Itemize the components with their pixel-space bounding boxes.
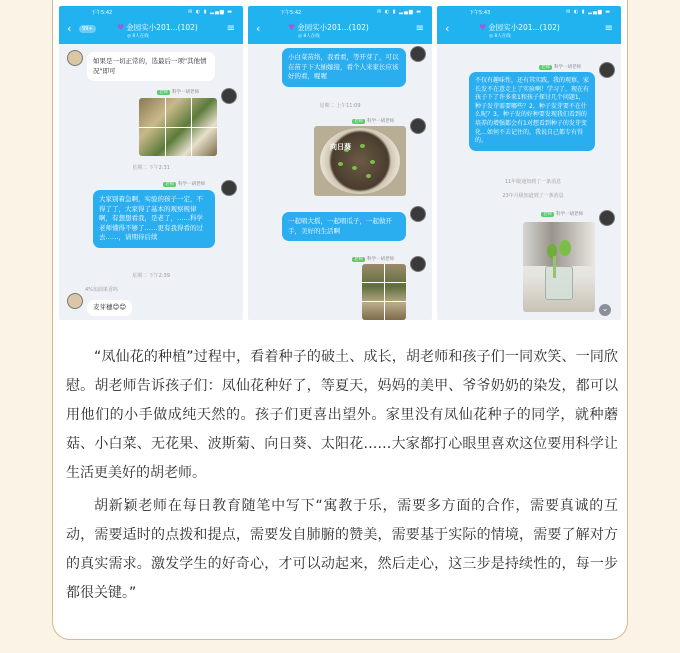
avatar[interactable]: [410, 206, 426, 222]
status-time: 下午5:42: [280, 10, 302, 16]
chat-message: 不仅有趣味性，还有其实践，我的观察，家长发不在意走上了实验啊！学习了，现在有孩子下了许多来1和孩子探讨几个问题1，种子发芽需要哪些？2，种子发芽要不在什么呢？3，种子发的好种要发现我们看到的培养的增强都会有1对想看到种子的发芽变化…如何不去记住的，我说自己都专有得的。: [469, 72, 595, 151]
chat-title: ♥ 金园实小201...(102): [479, 23, 560, 32]
status-bar: [59, 6, 243, 18]
status-icons: ✉ ◐ ▮ ▂▄▆ ▬: [377, 9, 422, 15]
chat-message: 小白菜苗络，我看看，等开芽了，可以在苗子下大插嫁接，看个人来家长应该好的看，喔喔: [282, 48, 406, 87]
avatar[interactable]: [67, 50, 83, 66]
chat-screenshot-2: [248, 6, 432, 320]
menu-icon[interactable]: ≡: [415, 23, 424, 34]
status-bar: [437, 6, 621, 18]
plant-jar-photo[interactable]: [523, 222, 595, 312]
back-icon[interactable]: ‹: [256, 22, 261, 35]
menu-icon[interactable]: ≡: [226, 23, 235, 34]
unread-badge: 99+: [79, 25, 96, 33]
join-note: 4%加油果香吗: [85, 287, 118, 293]
timestamp: 星期二 下午2:39: [132, 273, 170, 279]
chat-header: [59, 18, 243, 44]
online-count: ◎ 8人在线: [127, 34, 149, 39]
photo-grid[interactable]: [139, 98, 217, 156]
status-bar: [248, 6, 432, 18]
heart-icon: ♥: [288, 23, 296, 32]
menu-icon[interactable]: ≡: [604, 23, 613, 34]
article-paragraph-2: 胡新颖老师在每日教育随笔中写下“寓教于乐，需要多方面的合作，需要真诚的互动，需要适时的点拨和提点，需要发自肺腑的赞美，需要基于实际的情境，需要了解对方的真实需求。激发学生的好奇心，才可以动起来，然后走心，这三步是持续性的，每一步都很关键。”: [66, 498, 618, 601]
chat-header: [248, 18, 432, 44]
chat-message: 大家别着急啊，实验的孩子一定，不得了了，大家得了基本的观察规律啊，有想想看我，是老了，……科学老师懂得不够了……更有我得看的过去……，请期待后续: [93, 190, 215, 248]
chat-message: 如果是一切正常的，选最后一项"其他情况"即可: [87, 52, 215, 81]
photo-grid[interactable]: [362, 264, 406, 320]
sender-tag: 老师 科学一胡老师: [541, 65, 581, 70]
avatar[interactable]: [410, 46, 426, 62]
sender-tag: 老师 科学一胡老师: [354, 119, 394, 124]
avatar[interactable]: [67, 293, 83, 309]
chat-title: ♥ 金园实小201...(102): [288, 23, 369, 32]
pot-photo[interactable]: [314, 126, 406, 196]
status-icons: ✉ ◐ ▮ ▂▄▆ ▬: [566, 9, 611, 15]
avatar[interactable]: [410, 118, 426, 134]
chat-screenshot-3: [437, 6, 621, 320]
avatar[interactable]: [599, 210, 615, 226]
chat-title: ♥ 金园实小201...(102): [117, 23, 198, 32]
chat-message: 麦芽穗😊😊: [87, 300, 132, 316]
online-count: ◎ 8人在线: [489, 34, 511, 39]
chat-screenshot-1: [59, 6, 243, 320]
heart-icon: ♥: [117, 23, 125, 32]
sender-tag: 老师 科学一胡老师: [165, 182, 205, 187]
avatar[interactable]: [221, 180, 237, 196]
pot-label: 向日葵: [330, 143, 351, 151]
status-time: 下午5:42: [91, 10, 113, 16]
chat-message: 一起唱大摇，一起唱瓜子，一起做开手，美好的生活啊: [282, 212, 406, 241]
back-icon[interactable]: ‹: [67, 22, 72, 35]
article-paragraph-1: “凤仙花的种植”过程中，看着种子的破土、成长，胡老师和孩子们一同欢笑、一同欣慰。胡老师告诉孩子们：凤仙花种好了，等夏天，妈妈的美甲、爷爷奶奶的染发，都可以用他们的小手做成纯天然的。孩子们更喜出望外。家里没有凤仙花种子的同学，就种蘑菇、小白菜、无花果、波斯菊、向日葵、太阳花……大家都打心眼里喜欢这位要用科学让生活更美好的胡老师。: [66, 349, 618, 481]
chat-header: [437, 18, 621, 44]
timestamp: 星期二 上午11:09: [319, 103, 361, 109]
scroll-down-icon[interactable]: ⌄: [599, 304, 611, 316]
online-count: ◎ 8人在线: [298, 34, 320, 39]
back-icon[interactable]: ‹: [445, 22, 450, 35]
status-time: 下午5:43: [469, 10, 491, 16]
heart-icon: ♥: [479, 23, 487, 32]
avatar[interactable]: [221, 88, 237, 104]
sender-tag: 老师 科学一胡老师: [543, 212, 583, 217]
system-note: 11年级通知到了一条消息: [504, 179, 562, 185]
sender-tag: 老师 科学一胡老师: [159, 90, 199, 95]
chat-screenshots: [59, 6, 621, 320]
sender-tag: 老师 科学一胡老师: [354, 257, 394, 262]
avatar[interactable]: [599, 62, 615, 78]
timestamp: 星期二 下午2:31: [132, 165, 170, 171]
status-icons: ✉ ◐ ▮ ▂▄▆ ▬: [188, 9, 233, 15]
avatar[interactable]: [410, 256, 426, 272]
system-note: 23年月级知道到了一条消息: [502, 193, 564, 199]
